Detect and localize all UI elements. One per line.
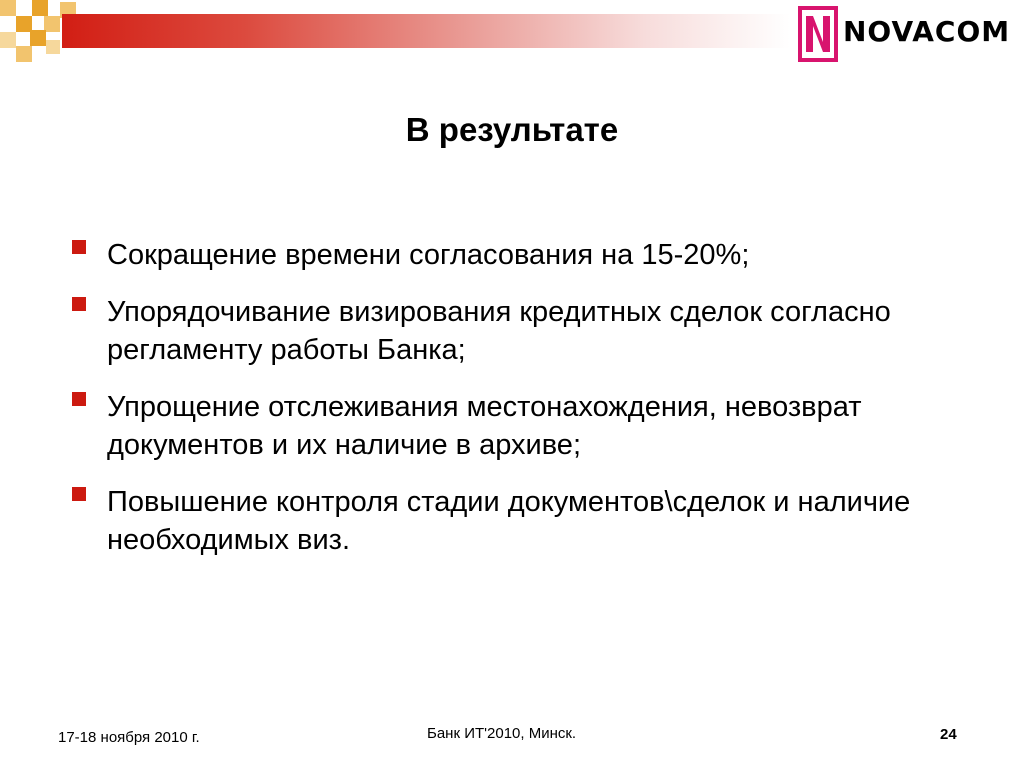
bullet-item	[70, 293, 970, 369]
header-gradient-bar	[62, 14, 790, 48]
novacom-logo	[796, 2, 1022, 62]
square-bullet-icon	[72, 240, 86, 254]
bullet-item	[70, 388, 970, 464]
footer-event: Банк ИТ'2010, Минск.	[427, 725, 577, 742]
page-number: 24	[940, 726, 957, 743]
bullet-text: Повышение контроля стадии документов\сделок и наличие необходимых виз.	[107, 486, 911, 556]
footer-date: 17-18 ноября 2010 г.	[58, 729, 200, 746]
square-bullet-icon	[72, 297, 86, 311]
bullet-text: Упорядочивание визирования кредитных сделок согласно регламенту работы Банка;	[107, 296, 891, 366]
bullet-item	[70, 483, 970, 559]
slide-title: В результате	[405, 111, 619, 148]
bullet-text: Упрощение отслеживания местонахождения, невозврат документов и их наличие в архиве;	[107, 391, 862, 461]
logo-n-mark-icon	[798, 6, 838, 62]
square-bullet-icon	[72, 487, 86, 501]
logo-text: NOVACOM	[843, 15, 1011, 48]
bullet-item	[70, 236, 970, 274]
bullet-text: Сокращение времени согласования на 15-20%;	[107, 239, 750, 271]
square-bullet-icon	[72, 392, 86, 406]
bullet-list	[70, 236, 970, 578]
